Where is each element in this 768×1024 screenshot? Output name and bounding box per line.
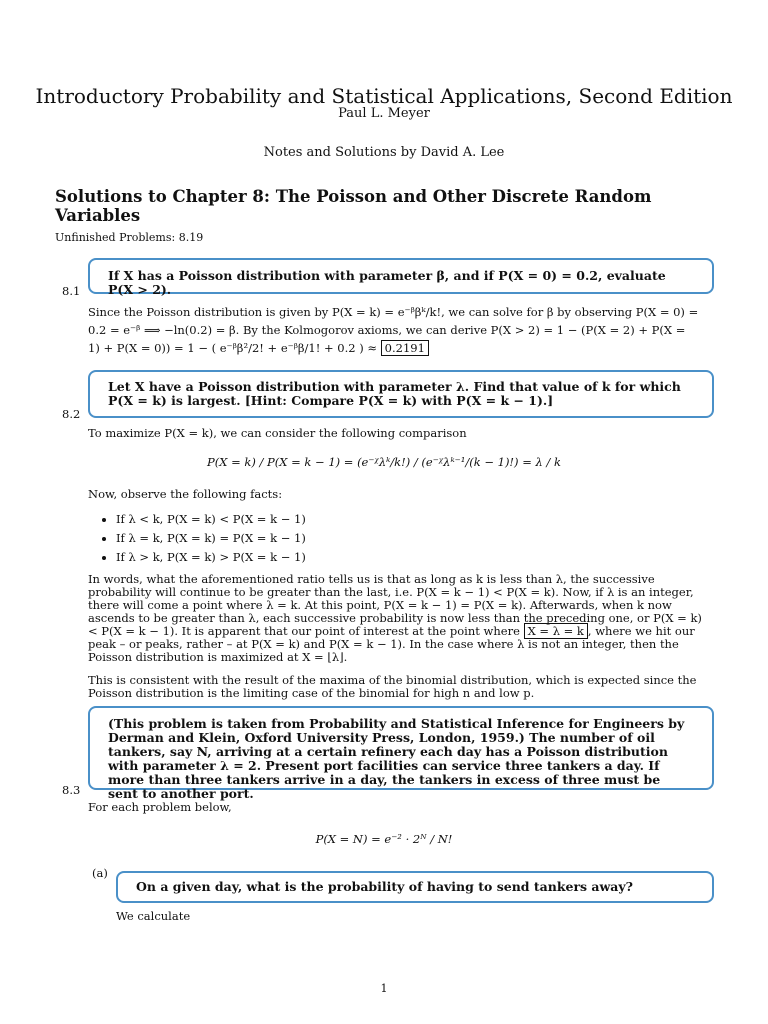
- problem-8-3a-label: (a): [92, 866, 108, 880]
- paragraph-text: , where we hit our peak – or peaks, rather – at P(X = k) and P(X = k − 1). In the case where λ is not an integer, then the Poisson distribution is maximized at X = ⌊λ⌋.: [88, 624, 695, 664]
- problem-8-2-facts-list: [88, 510, 306, 567]
- problem-8-2-facts-intro: Now, observe the following facts:: [88, 487, 283, 501]
- problem-8-1-answer: 0.2191: [381, 340, 429, 356]
- problem-8-2-equation: P(X = k) / P(X = k − 1) = (e⁻ᵡλᵏ/k!) / (e⁻ᵡλᵏ⁻¹/(k − 1)!) = λ / k: [207, 455, 561, 469]
- fact-item: • If λ > k, P(X = k) > P(X = k − 1): [116, 548, 306, 567]
- problem-8-2-number: 8.2: [62, 407, 81, 421]
- problem-8-2-paragraph-2: This is consistent with the result of the maxima of the binomial distribution, which is expected since the Poisson distribution is the limiting case of the binomial for high n and low p.: [88, 673, 697, 700]
- problem-8-1-prompt: If X has a Poisson distribution with parameter β, and if P(X = 0) = 0.2, evaluate P(X > 2).: [108, 268, 666, 297]
- problem-8-2-intro: To maximize P(X = k), we can consider the following comparison: [88, 426, 467, 440]
- problem-8-1-solution-line2: 0.2 = e⁻ᵝ ⟹ −ln(0.2) = β. By the Kolmogorov axioms, we can derive P(X > 2) = 1 − (P(X = 2) + P(X =: [88, 323, 686, 337]
- problem-8-3-box: [88, 706, 714, 801]
- problem-8-3-number: 8.3: [62, 783, 81, 797]
- problem-8-1-solution-line3: [88, 342, 713, 355]
- fact-item: • If λ = k, P(X = k) = P(X = k − 1): [116, 529, 306, 548]
- unfinished-problems: Unfinished Problems: 8.19: [55, 231, 204, 244]
- document-author: Paul L. Meyer: [338, 106, 430, 121]
- problem-8-3a-solution-start: We calculate: [116, 909, 191, 923]
- problem-8-2-boxed-answer: X = λ = k: [524, 623, 588, 639]
- problem-8-3a-box: [116, 871, 714, 903]
- paragraph-text: In words, what the aforementioned ratio tells us is that as long as k is less than λ, the successive probability will continue to be greater than the last, i.e. P(X = k − 1) < P(X = k). Now, if λ is an integer, there will come a point where λ = k. At this point, P(X = k − 1) = P(X = k). Afterwards, when k now ascends to be greater than λ, each successive probability is now less than the preceding one, or P(X = k) < P(X = k − 1). It is apparent that our point of interest at the point where: [88, 572, 702, 638]
- problem-8-1-solution-expression: 1) + P(X = 0)) = 1 − ( e⁻ᵝβ²/2! + e⁻ᵝβ/1! + 0.2 ) ≈: [88, 341, 381, 355]
- chapter-heading: Solutions to Chapter 8: The Poisson and Other Discrete Random Variables: [55, 187, 652, 225]
- problem-8-3-equation: P(X = N) = e⁻² · 2ᴺ / N!: [315, 832, 453, 846]
- fact-item: • If λ < k, P(X = k) < P(X = k − 1): [116, 510, 306, 529]
- problem-8-1-solution-line1: Since the Poisson distribution is given by P(X = k) = e⁻ᵝβᵏ/k!, we can solve for β by observing P(X = 0) =: [88, 305, 699, 319]
- problem-8-3a-prompt: On a given day, what is the probability of having to send tankers away?: [136, 879, 633, 894]
- problem-8-2-prompt-line2: P(X = k) is largest. [Hint: Compare P(X = k) with P(X = k − 1).]: [108, 393, 554, 408]
- problem-8-1-box: [88, 258, 714, 297]
- problem-8-1-number: 8.1: [62, 284, 81, 298]
- page-number: 1: [380, 982, 388, 995]
- problem-8-2-prompt-line1: Let X have a Poisson distribution with parameter λ. Find that value of k for which: [108, 379, 681, 394]
- problem-8-3-intro: For each problem below,: [88, 800, 232, 814]
- problem-8-2-paragraph-1: [88, 573, 713, 664]
- problem-8-3-prompt: (This problem is taken from Probability and Statistical Inference for Engineers by Derman and Klein, Oxford University Press, London, 1959.) The number of oil tankers, say N, arriving at a certain refinery each day has a Poisson distribution with parameter λ = 2. Present port facilities can service three tankers a day. If more than three tankers arrive in a day, the tankers in excess of three must be sent to another port.: [108, 716, 685, 801]
- problem-8-2-box: [88, 370, 714, 418]
- document-notes-credit: Notes and Solutions by David A. Lee: [263, 145, 505, 160]
- document-title: Introductory Probability and Statistical Applications, Second Edition: [35, 84, 733, 108]
